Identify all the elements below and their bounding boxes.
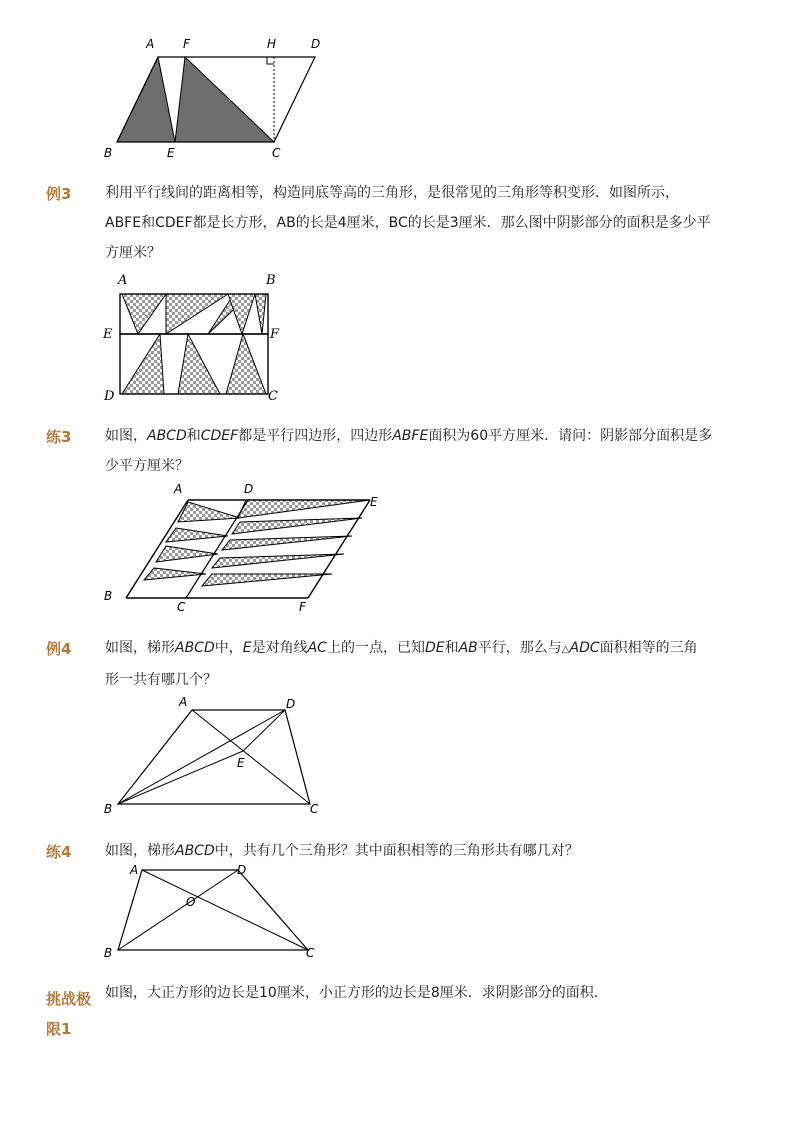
label-b: B xyxy=(104,946,113,960)
diagonal-bd xyxy=(118,870,238,950)
label-d: D xyxy=(311,37,321,51)
challenge-1-tag-line-2: 限1 xyxy=(46,1020,72,1038)
label-e: E xyxy=(167,146,175,160)
label-c: C xyxy=(310,802,319,816)
challenge-1-line-1: 如图，大正方形的边长是10厘米，小正方形的边长是8厘米．求阴影部分的面积． xyxy=(105,985,608,1001)
diagonal-ac xyxy=(142,870,308,950)
upper-checker-triangle xyxy=(122,294,166,334)
label-a: A xyxy=(118,273,128,288)
label-b: B xyxy=(104,146,113,160)
example-3-tag: 例3 xyxy=(46,185,72,203)
right-checker-triangle xyxy=(202,574,332,586)
practice-4-line-1: 如图，梯形ABCD中，共有几个三角形？其中面积相等的三角形共有哪几对？ xyxy=(105,843,579,859)
label-b: B xyxy=(104,802,113,816)
label-d: D xyxy=(244,482,254,496)
label-d: D xyxy=(237,863,247,877)
right-checker-triangle xyxy=(232,518,362,534)
example-3-line-3: 方厘米？ xyxy=(105,245,161,261)
lower-checker-triangle xyxy=(178,334,220,394)
edge-ef xyxy=(308,500,370,598)
label-a: A xyxy=(130,863,139,877)
label-f: F xyxy=(270,327,280,342)
label-a: A xyxy=(146,37,155,51)
example-3-line-1: 利用平行线间的距离相等，构造同底等高的三角形，是很常见的三角形等积变形．如图所示， xyxy=(105,185,679,201)
label-d: D xyxy=(286,697,296,711)
label-c: C xyxy=(177,600,186,614)
label-a: A xyxy=(174,482,183,496)
practice-3-text xyxy=(105,421,765,481)
upper-checker-triangle xyxy=(228,294,255,334)
label-h: H xyxy=(267,37,277,51)
figure-trapezoid-with-o xyxy=(100,860,325,960)
label-e: E xyxy=(370,495,378,509)
figure-trapezoid-with-e xyxy=(100,693,330,818)
lower-checker-triangle xyxy=(122,334,164,394)
label-b: B xyxy=(266,273,276,288)
shaded-triangle-fec xyxy=(175,57,274,142)
shaded-triangle-abe xyxy=(117,57,175,142)
example-3-text xyxy=(105,178,765,268)
label-a: A xyxy=(179,695,188,709)
label-f: F xyxy=(183,37,190,51)
upper-checker-triangle xyxy=(166,294,228,334)
trapezoid-abcd xyxy=(118,870,308,950)
label-d: D xyxy=(104,389,115,404)
left-checker-triangle xyxy=(144,568,206,580)
label-f: F xyxy=(299,600,306,614)
label-c: C xyxy=(272,146,281,160)
diagonal-ac xyxy=(192,710,310,804)
right-checker-triangle xyxy=(238,500,370,518)
trapezoid-abcd xyxy=(118,710,310,804)
lower-checker-triangle xyxy=(226,334,266,394)
segment-be xyxy=(118,751,243,804)
right-angle-mark xyxy=(267,57,274,64)
left-checker-triangle xyxy=(178,502,240,522)
left-checker-triangle xyxy=(166,528,228,542)
left-checker-triangle xyxy=(156,546,218,562)
practice-3-line-1: 如图，ABCD和CDEF都是平行四边形，四边形ABFE面积为60平方厘米．请问：阴影部分面积是多 xyxy=(105,428,713,444)
practice-3-tag: 练3 xyxy=(46,428,72,446)
upper-checker-triangle xyxy=(255,294,266,334)
label-b: B xyxy=(104,589,113,603)
example-4-line-2: 形一共有哪几个？ xyxy=(105,672,217,688)
challenge-1-tag-line-1: 挑战极 xyxy=(46,990,92,1008)
right-checker-triangle xyxy=(222,536,352,550)
challenge-1-tag xyxy=(46,984,91,1044)
challenge-1-text xyxy=(105,978,765,1008)
label-e: E xyxy=(103,327,113,342)
label-c: C xyxy=(306,946,315,960)
label-e: E xyxy=(237,756,245,770)
right-checker-triangle xyxy=(212,554,344,568)
example-3-line-2: ABFE和CDEF都是长方形，AB的长是4厘米，BC的长是3厘米．那么图中阴影部分的面积是多少平 xyxy=(105,215,711,231)
practice-4-tag: 练4 xyxy=(46,843,72,861)
label-o: O xyxy=(186,895,196,909)
figure-parallelograms-abcd-cdef xyxy=(100,478,390,613)
figure-rectangles-abfe-cdef xyxy=(100,270,290,405)
segment-bd xyxy=(118,710,285,804)
label-c: C xyxy=(268,389,278,404)
practice-3-line-2: 少平方厘米？ xyxy=(105,458,189,474)
example-4-text xyxy=(105,633,775,695)
example-4-line-1: 如图，梯形ABCD中，E是对角线AC上的一点，已知DE和AB平行，那么与△ADC面积相等的三角 xyxy=(105,640,698,656)
figure-parallelogram-abcd xyxy=(95,30,340,165)
example-4-tag: 例4 xyxy=(46,640,72,658)
